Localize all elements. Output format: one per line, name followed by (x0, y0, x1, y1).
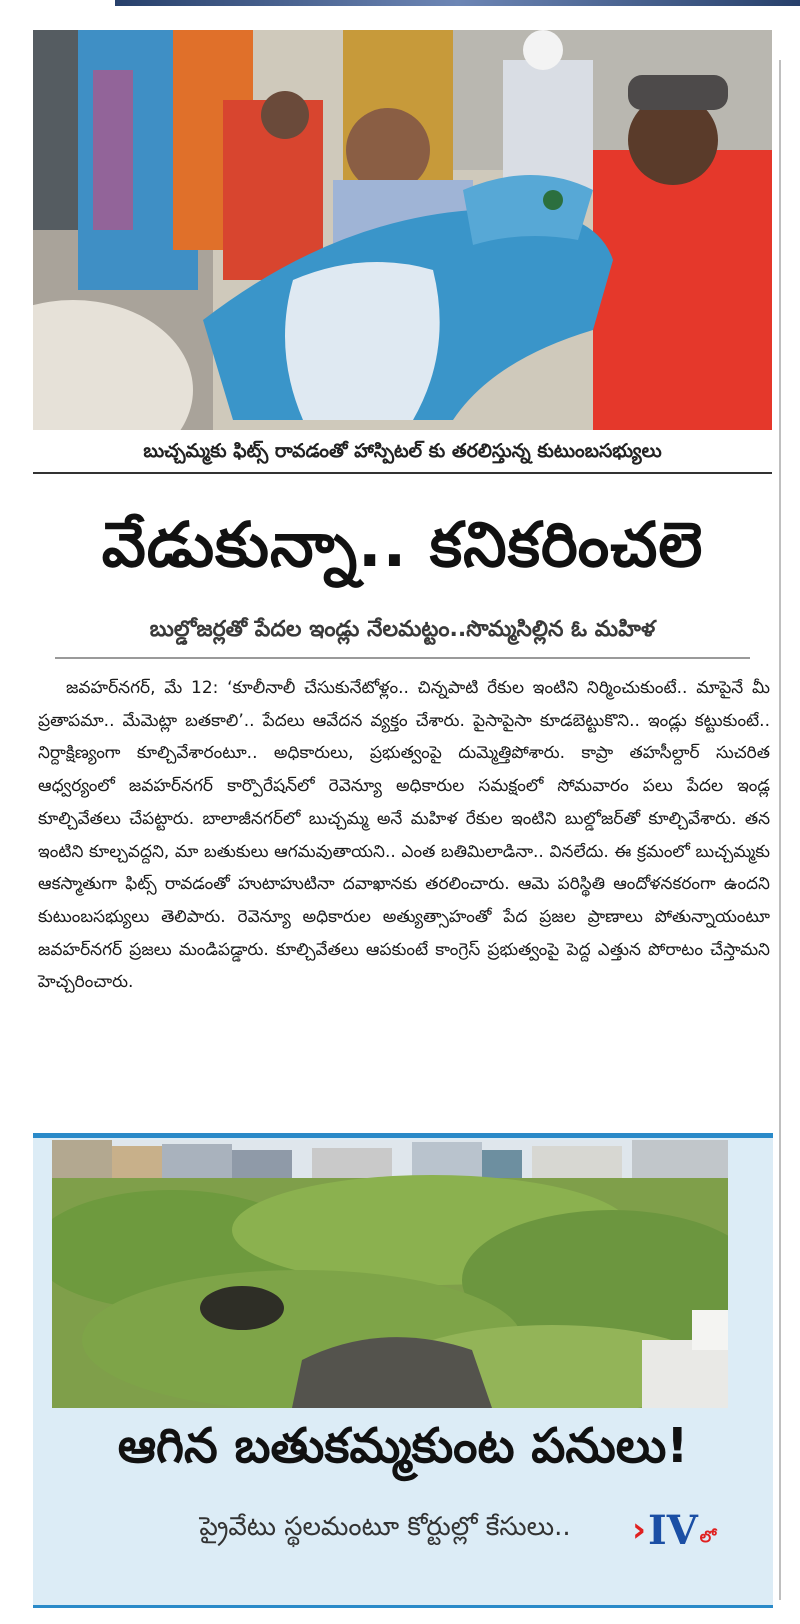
continued-on-iv-logo (632, 1505, 716, 1555)
top-color-strip (115, 0, 800, 6)
caption-divider (33, 472, 772, 474)
subheadline-divider (55, 657, 750, 659)
photo-caption: బుచ్చమ్మకు ఫిట్స్‌ రావడంతో హాస్పిటల్‌ కు తరలిస్తున్న కుటుంబసభ్యులు (143, 440, 662, 462)
column-divider (779, 60, 781, 1600)
logo-text: IV (648, 1506, 698, 1554)
logo-arrow-icon: › (632, 1510, 647, 1550)
news-photo-family-carrying-woman (33, 30, 772, 430)
news-photo-overgrown-land (52, 1140, 728, 1408)
article-body: జవహర్‌నగర్, మే 12: ‘కూలీనాలీ చేసుకునేటోళ్లం.. చిన్నపాటి రేకుల ఇంటిని నిర్మించుకుంటే.. మాపైనే మీ ప్రతాపమా.. మేమెట్లా బతకాలి’.. పేదలు ఆవేదన వ్యక్తం చేశారు. పైసాపైసా కూడబెట్టుకొని.. ఇండ్లు కట్టుకుంటే.. నిర్దాక్షిణ్యంగా కూల్చివేశారంటూ.. అధికారులు, ప్రభుత్వంపై దుమ్మెత్తిపోశారు. కాప్రా తహసీల్దార్‌ సుచరిత ఆధ్వర్యంలో జవహర్‌నగర్‌ కార్పొరేషన్‌లో రెవెన్యూ అధికారుల సమక్షంలో సోమవారం పలు పేదల ఇండ్ల కూల్చివేతలు చేపట్టారు. బాలాజీనగర్‌లో బుచ్చమ్మ అనే మహిళ రేకుల ఇంటిని బుల్డోజర్‌తో కూల్చివేశారు. తన ఇంటిని కూల్చవద్దని, మా బతుకులు ఆగమవుతాయని.. ఎంత బతిమిలాడినా.. వినలేదు. ఈ క్రమంలో బుచ్చమ్మకు ఆకస్మాతుగా ఫిట్స్‌ రావడంతో హుటాహుటినా దవాఖానకు తరలించారు. ఆమె పరిస్థితి ఆందోళనకరంగా ఉందని కుటుంబసభ్యులు తెలిపారు. రెవెన్యూ అధికారుల అత్యుత్సాహంతో పేద ప్రజల ప్రాణాలు పోతున్నాయంటూ జవహర్‌నగర్‌ ప్రజలు మండిపడ్డారు. కూల్చివేతలు ఆపకుంటే కాంగ్రెస్‌ ప్రభుత్వంపై పెద్ద ఎత్తున పోరాటం చేస్తామని హెచ్చరించారు. (38, 678, 770, 993)
box-subline: ప్రైవేటు స్థలమంటూ కోర్టుల్లో కేసులు.. (199, 1512, 571, 1542)
article-subheadline: బుల్డోజర్లతో పేదల ఇండ్లు నేలమట్టం..సొమ్మసిల్లిన ఓ మహిళ (149, 617, 656, 642)
logo-suffix: లో (699, 1526, 717, 1546)
box-headline: ఆగిన బతుకమ్మకుంట పనులు! (117, 1418, 689, 1474)
article-headline: వేడుకున్నా.. కనికరించలె (101, 508, 704, 581)
